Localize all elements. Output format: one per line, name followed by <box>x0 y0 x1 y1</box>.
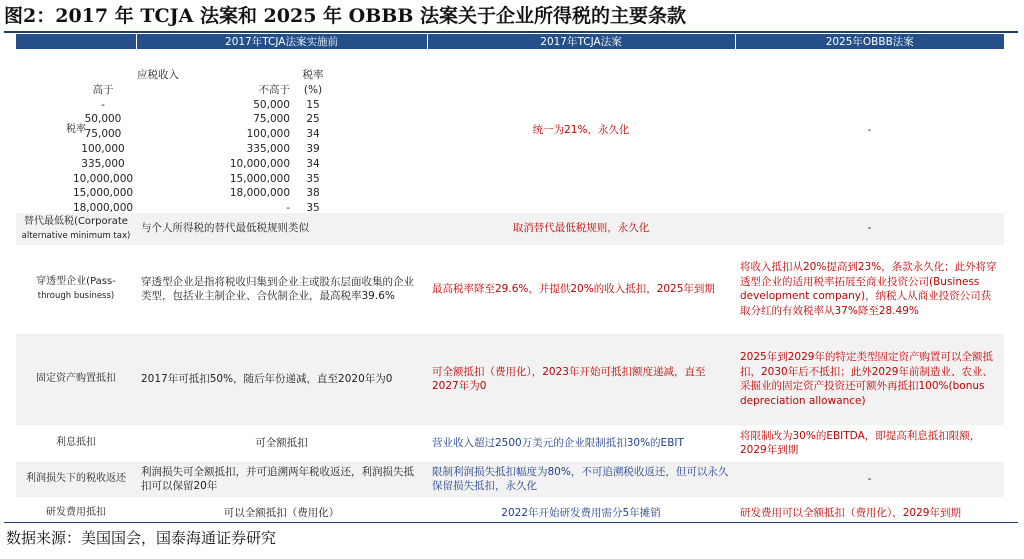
obbb-corporate-amt: - <box>735 212 1004 245</box>
obbb-rnd: 研发费用可以全额抵扣（费用化），2029年到期 <box>735 497 1004 529</box>
upper-bound-header: 不高于 <box>258 83 290 96</box>
rate-row <box>38 142 328 157</box>
rate-schedule-subhead <box>38 83 328 98</box>
tcja-tax-rate: 统一为21%，永久化 <box>427 49 735 212</box>
title-rule <box>4 31 1018 33</box>
rate-low: 75,000 <box>84 128 122 141</box>
table-row <box>16 425 1004 461</box>
pre-tcja-corporate-amt: 与个人所得税的替代最低税规则类似 <box>136 212 427 245</box>
table-row <box>16 212 1004 245</box>
rate-row <box>38 201 328 216</box>
pre-tcja-rate-schedule <box>72 49 427 215</box>
rate-high: 15,000,000 <box>229 172 290 185</box>
rate-row <box>38 157 328 172</box>
rate-low: - <box>101 98 105 111</box>
tcja-rnd: 2022年开始研发费用需分5年摊销 <box>427 497 735 529</box>
table-row <box>16 245 1004 333</box>
rate-row <box>38 186 328 201</box>
rate-schedule-table <box>38 68 328 216</box>
obbb-tax-rate: - <box>735 49 1004 212</box>
table-row <box>16 49 1004 212</box>
rate-value: 15 <box>306 98 320 111</box>
tcja-fixed-asset: 可全额抵扣（费用化），2023年开始可抵扣额度递减，直至2027年为0 <box>427 333 735 425</box>
label-sub: alternative minimum tax) <box>21 230 131 241</box>
header-pre-tcja: 2017年TCJA法案实施前 <box>136 34 427 49</box>
header-obbb: 2025年OBBB法案 <box>735 34 1004 49</box>
table-row <box>16 333 1004 425</box>
data-source: 数据来源：美国国会，国泰海通证券研究 <box>6 529 277 547</box>
tcja-loss-carryback: 限制利润损失抵扣幅度为80%，不可追溯税收返还，但可以永久保留损失抵扣，永久化 <box>427 461 735 497</box>
rate-low: 15,000,000 <box>72 187 134 200</box>
pre-tcja-fixed-asset: 2017年可抵扣50%，随后年份递减，直至2020年为0 <box>136 333 427 425</box>
rate-high: 50,000 <box>253 98 290 111</box>
rate-value: 34 <box>306 128 320 141</box>
obbb-loss-carryback: - <box>735 461 1004 497</box>
rate-high: 75,000 <box>253 113 290 126</box>
header-tcja: 2017年TCJA法案 <box>427 34 735 49</box>
rate-row <box>38 127 328 142</box>
rate-high: 335,000 <box>246 142 290 155</box>
tax-comparison-table <box>16 34 1004 530</box>
row-label-rnd: 研发费用抵扣 <box>16 497 136 529</box>
obbb-fixed-asset: 2025年到2029年的特定类型固定资产购置可以全额抵扣，2030年后不抵扣；此外2029年前制造业、农业、采掘业的固定资产投资还可额外再抵扣100%(bonus depreciation allowance) <box>735 333 1004 425</box>
taxable-income-header: 应税收入 <box>137 69 179 81</box>
obbb-interest: 将限制改为30%的EBITDA，即提高利息抵扣限额，2029年到期 <box>735 425 1004 461</box>
row-label-loss-carryback: 利润损失下的税收返还 <box>16 461 136 497</box>
rate-value: 38 <box>306 187 320 200</box>
obbb-pass-through: 将收入抵扣从20%提高到23%，条款永久化；此外将穿透型企业的适用税率拓展至商业投资公司(Business development company)，纳税人从商业投资公司获取分红的有效税率从37%降至28.49% <box>735 245 1004 333</box>
rate-value: 35 <box>306 202 320 215</box>
rate-low: 100,000 <box>81 142 125 155</box>
rate-low: 335,000 <box>81 157 125 170</box>
tcja-interest: 营业收入超过2500万美元的企业限制抵扣30%的EBIT <box>427 425 735 461</box>
label-main: 替代最低税(Corporate <box>24 215 128 227</box>
pre-tcja-rnd: 可以全额抵扣（费用化） <box>136 497 427 529</box>
row-label-fixed-asset: 固定资产购置抵扣 <box>16 333 136 425</box>
rate-row <box>38 172 328 187</box>
rate-low: 50,000 <box>84 113 122 126</box>
rate-row <box>38 98 328 113</box>
table-header-row <box>16 34 1004 49</box>
row-label-tax-rate: 税率 <box>16 49 136 212</box>
rate-high: 100,000 <box>246 128 290 141</box>
label-sub: through business) <box>37 291 115 301</box>
row-label-pass-through <box>16 245 136 333</box>
table-row <box>16 461 1004 497</box>
rate-high: - <box>286 202 290 215</box>
tcja-corporate-amt: 取消替代最低税规则，永久化 <box>427 212 735 245</box>
pre-tcja-loss-carryback: 利润损失可全额抵扣，并可追溯两年税收返还，利润损失抵扣可以保留20年 <box>136 461 427 497</box>
rate-header: 税率 <box>302 69 324 81</box>
pre-tcja-pass-through: 穿透型企业是指将税收归集到企业主或股东层面收集的企业类型，包括业主制企业、合伙制企业，最高税率39.6% <box>136 245 427 333</box>
pre-tcja-interest: 可全额抵扣 <box>136 425 427 461</box>
rate-value: 25 <box>306 113 320 126</box>
figure-title: 图2：2017 年 TCJA 法案和 2025 年 OBBB 法案关于企业所得税的主要条款 <box>4 5 687 27</box>
lower-bound-header: 高于 <box>92 83 114 96</box>
rate-schedule-head <box>38 68 328 83</box>
header-blank <box>16 34 136 49</box>
rate-value: 35 <box>306 172 320 185</box>
rate-row <box>38 112 328 127</box>
source-rule <box>4 522 1018 523</box>
rate-high: 10,000,000 <box>229 157 290 170</box>
rate-high: 18,000,000 <box>229 187 290 200</box>
rate-unit-header: (%) <box>303 83 323 96</box>
rate-value: 39 <box>306 142 320 155</box>
row-label-corporate-amt <box>16 212 136 245</box>
row-label-interest: 利息抵扣 <box>16 425 136 461</box>
rate-low: 18,000,000 <box>72 202 134 215</box>
tcja-pass-through: 最高税率降至29.6%，并提供20%的收入抵扣，2025年到期 <box>427 245 735 333</box>
label-main: 穿透型企业(Pass- <box>36 276 116 287</box>
rate-low: 10,000,000 <box>72 172 134 185</box>
rate-value: 34 <box>306 157 320 170</box>
